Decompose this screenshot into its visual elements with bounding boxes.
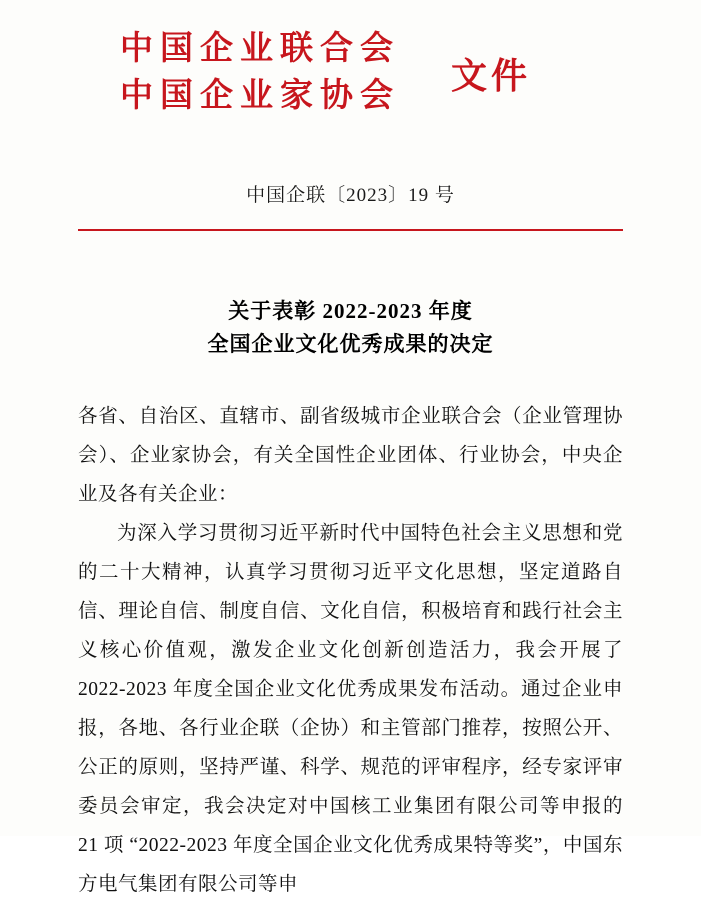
title-line-1: 关于表彰 2022-2023 年度	[228, 299, 473, 323]
red-divider-rule	[78, 229, 623, 231]
document-body	[78, 397, 623, 904]
issuing-organizations	[78, 26, 623, 120]
document-word-label: 文件	[450, 56, 531, 96]
body-paragraph-1: 为深入学习贯彻习近平新时代中国特色社会主义思想和党的二十大精神，认真学习贯彻习近平文化思想，坚定道路自信、理论自信、制度自信、文化自信，积极培育和践行社会主义核心价值观，激发企业文化创新创造活力，我会开展了 2022-2023 年度全国企业文化优秀成果发布活动。通过企业申报，各地、各行业企联（企协）和主管部门推荐，按照公开、公正的原则，坚持严谨、科学、规范的评审程序，经专家评审委员会审定，我会决定对中国核工业集团有限公司等申报的 21 项 “2022-2023 年度全国企业文化优秀成果特等奖”，中国东方电气集团有限公司等申	[78, 523, 623, 895]
masthead	[78, 0, 623, 152]
title-line-2: 全国企业文化优秀成果的决定	[207, 332, 494, 356]
salutation-paragraph: 各省、自治区、直辖市、副省级城市企业联合会（企业管理协会）、企业家协会，有关全国性企业团体、行业协会，中央企业及各有关企业：	[78, 406, 623, 505]
document-number: 中国企联〔2023〕19 号	[246, 185, 455, 206]
organization-line-1: 中国企业联合会	[120, 31, 400, 67]
document-title	[78, 295, 623, 361]
organization-line-2: 中国企业家协会	[120, 78, 400, 114]
